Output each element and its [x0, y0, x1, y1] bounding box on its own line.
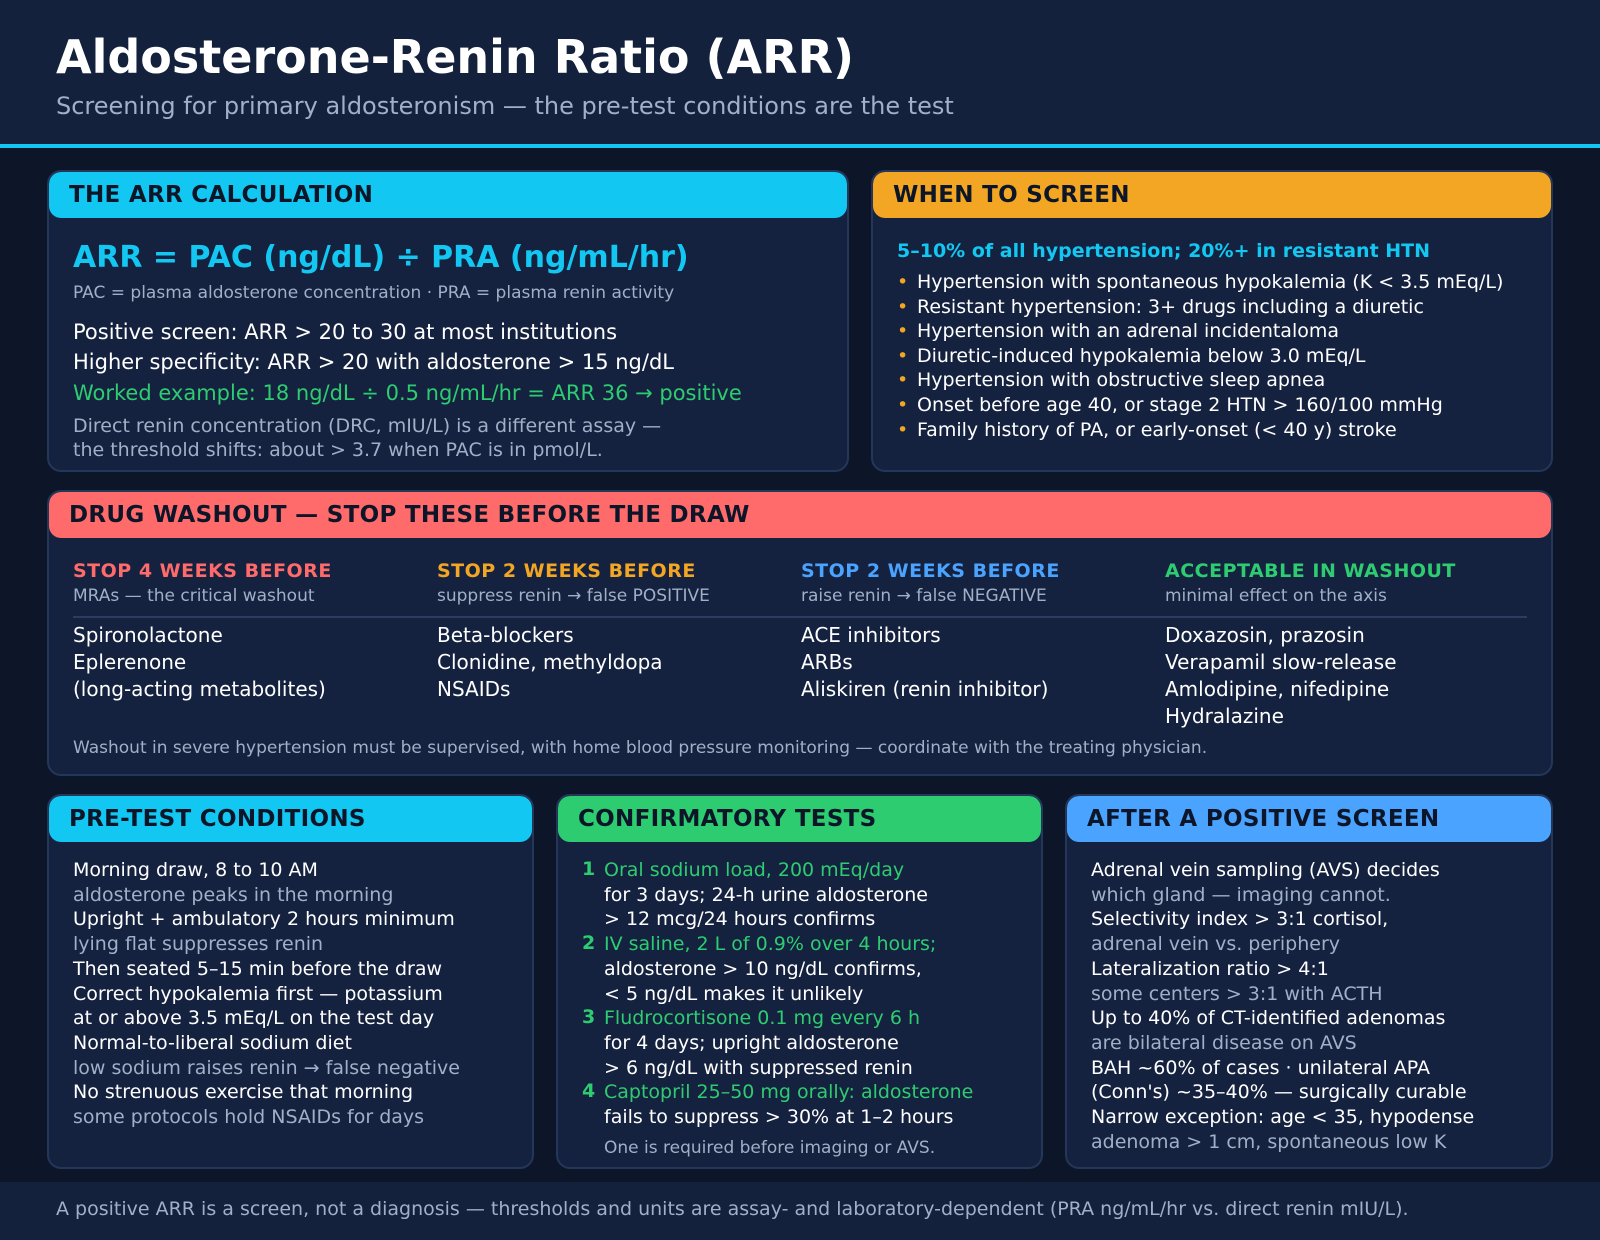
washout-items-false-negative — [801, 622, 1048, 703]
arr-calculation-card — [47, 170, 849, 472]
list-item: (long-acting metabolites) — [73, 677, 326, 701]
test-line: fails to suppress > 30% at 1–2 hours — [604, 1106, 954, 1129]
bullet-dot-icon: • — [897, 418, 909, 441]
after-line: Adrenal vein sampling (AVS) decides — [1091, 859, 1440, 881]
arr-formula: ARR = PAC (ng/dL) ÷ PRA (ng/mL/hr) — [73, 240, 689, 275]
when-to-screen-heading: WHEN TO SCREEN — [873, 172, 1551, 218]
washout-column-title: STOP 4 WEEKS BEFORE — [73, 560, 332, 582]
pretest-line: Correct hypokalemia first — potassium — [73, 982, 443, 1005]
test-line: Fludrocortisone 0.1 mg every 6 h — [604, 1007, 920, 1030]
list-item: Clonidine, methyldopa — [437, 650, 663, 674]
list-item: Amlodipine, nifedipine — [1165, 677, 1390, 701]
pretest-line: No strenuous exercise that morning — [73, 1081, 414, 1104]
bullet-dot-icon: • — [897, 320, 909, 343]
washout-column-subtitle: suppress renin → false POSITIVE — [437, 586, 710, 606]
confirmatory-test-1 — [582, 858, 1017, 932]
pretest-line: aldosterone peaks in the morning — [73, 883, 394, 906]
positive-screen-line: Positive screen: ARR > 20 to 30 at most institutions — [73, 320, 618, 344]
list-item: • Hypertension with an adrenal incidentaloma — [897, 320, 1340, 343]
pre-test-conditions-heading: PRE-TEST CONDITIONS — [49, 796, 532, 842]
after-line: adrenal vein vs. periphery — [1091, 933, 1340, 956]
after-positive-screen-card — [1065, 794, 1553, 1169]
list-item: Hydralazine — [1165, 704, 1284, 728]
bullet-dot-icon: • — [897, 295, 909, 318]
pretest-line: low sodium raises renin → false negative — [73, 1056, 460, 1079]
confirmatory-note: One is required before imaging or AVS. — [604, 1137, 936, 1158]
washout-items-4-weeks — [73, 622, 326, 703]
test-line: aldosterone > 10 ng/dL confirms, — [604, 957, 922, 980]
after-line: some centers > 3:1 with ACTH — [1091, 982, 1383, 1005]
washout-column-2-weeks-false-negative — [801, 560, 1141, 606]
worked-example-line: Worked example: 18 ng/dL ÷ 0.5 ng/mL/hr = ARR 36 → positive — [73, 381, 742, 405]
drc-note-line-1: Direct renin concentration (DRC, mIU/L) is a different assay — — [73, 415, 662, 437]
when-to-screen-card — [871, 170, 1553, 472]
drug-washout-heading: DRUG WASHOUT — STOP THESE BEFORE THE DRAW — [49, 492, 1551, 538]
list-item: • Resistant hypertension: 3+ drugs including a diuretic — [897, 295, 1424, 318]
arr-calculation-heading: THE ARR CALCULATION — [49, 172, 847, 218]
footer-disclaimer: A positive ARR is a screen, not a diagnosis — thresholds and units are assay- and laboratory-dependent (PRA ng/mL/hr vs. direct renin mIU/L). — [56, 1198, 1409, 1220]
drug-washout-card — [47, 490, 1553, 776]
list-item: • Diuretic-induced hypokalemia below 3.0 mEq/L — [897, 344, 1366, 367]
after-line: BAH ~60% of cases · unilateral APA — [1091, 1056, 1431, 1079]
test-line: Oral sodium load, 200 mEq/day — [604, 859, 905, 881]
list-item: Verapamil slow-release — [1165, 650, 1397, 674]
test-number: 1 — [582, 858, 596, 880]
arr-definitions: PAC = plasma aldosterone concentration · PRA = plasma renin activity — [73, 283, 675, 303]
test-line: for 3 days; 24-h urine aldosterone — [604, 883, 928, 906]
washout-column-acceptable — [1165, 560, 1505, 606]
after-line: Narrow exception: age < 35, hypodense — [1091, 1106, 1475, 1129]
washout-column-subtitle: MRAs — the critical washout — [73, 586, 315, 606]
confirmatory-tests-heading: CONFIRMATORY TESTS — [558, 796, 1041, 842]
pretest-line: Morning draw, 8 to 10 AM — [73, 859, 318, 881]
washout-items-false-positive — [437, 622, 663, 703]
after-line: Lateralization ratio > 4:1 — [1091, 957, 1329, 980]
page-footer — [0, 1182, 1600, 1240]
pretest-line: some protocols hold NSAIDs for days — [73, 1106, 425, 1129]
screen-prevalence-lead: 5–10% of all hypertension; 20%+ in resistant HTN — [897, 240, 1431, 262]
confirmatory-test-3 — [582, 1006, 1017, 1080]
test-number: 2 — [582, 932, 596, 955]
test-line: < 5 ng/dL makes it unlikely — [604, 982, 864, 1005]
washout-column-title: STOP 2 WEEKS BEFORE — [801, 560, 1060, 582]
list-item: Doxazosin, prazosin — [1165, 623, 1365, 647]
test-line: Captopril 25–50 mg orally: aldosterone — [604, 1081, 974, 1104]
test-line: for 4 days; upright aldosterone — [604, 1031, 899, 1054]
pretest-line: Normal-to-liberal sodium diet — [73, 1031, 352, 1054]
list-item: • Hypertension with obstructive sleep apnea — [897, 369, 1326, 392]
after-line: Selectivity index > 3:1 cortisol, — [1091, 908, 1389, 931]
screen-criteria-list — [897, 270, 1527, 442]
list-item: ACE inhibitors — [801, 623, 941, 647]
specificity-line: Higher specificity: ARR > 20 with aldosterone > 15 ng/dL — [73, 350, 674, 374]
page-title: Aldosterone-Renin Ratio (ARR) — [56, 30, 855, 84]
list-item: NSAIDs — [437, 677, 511, 701]
list-item: ARBs — [801, 650, 853, 674]
test-line: > 6 ng/dL with suppressed renin — [604, 1056, 913, 1079]
washout-items-acceptable — [1165, 622, 1397, 730]
page-subtitle: Screening for primary aldosteronism — the pre-test conditions are the test — [56, 92, 954, 120]
after-line: Up to 40% of CT-identified adenomas — [1091, 1007, 1446, 1030]
test-line: > 12 mcg/24 hours confirms — [604, 908, 876, 931]
test-number: 3 — [582, 1006, 596, 1029]
pre-test-conditions-card — [47, 794, 534, 1169]
washout-column-title: ACCEPTABLE IN WASHOUT — [1165, 560, 1456, 582]
confirmatory-test-2 — [582, 932, 1017, 1006]
list-item: Eplerenone — [73, 650, 187, 674]
washout-column-subtitle: raise renin → false NEGATIVE — [801, 586, 1047, 606]
confirmatory-test-4 — [582, 1080, 1017, 1129]
after-line: (Conn's) ~35–40% — surgically curable — [1091, 1081, 1467, 1104]
washout-column-subtitle: minimal effect on the axis — [1165, 586, 1387, 606]
page-header — [0, 0, 1600, 148]
after-positive-screen-heading: AFTER A POSITIVE SCREEN — [1067, 796, 1551, 842]
bullet-dot-icon: • — [897, 393, 909, 416]
list-item: • Family history of PA, or early-onset (< 40 y) stroke — [897, 418, 1397, 441]
list-item: • Hypertension with spontaneous hypokalemia (K < 3.5 mEq/L) — [897, 271, 1504, 293]
bullet-dot-icon: • — [897, 369, 909, 392]
list-item: Beta-blockers — [437, 623, 574, 647]
confirmatory-tests-card — [556, 794, 1043, 1169]
after-line: are bilateral disease on AVS — [1091, 1031, 1357, 1054]
pretest-line: at or above 3.5 mEq/L on the test day — [73, 1007, 435, 1030]
washout-column-4-weeks — [73, 560, 413, 606]
pretest-line: lying flat suppresses renin — [73, 933, 324, 956]
pretest-line: Upright + ambulatory 2 hours minimum — [73, 908, 455, 931]
after-line: which gland — imaging cannot. — [1091, 883, 1391, 906]
washout-column-2-weeks-false-positive — [437, 560, 777, 606]
washout-divider — [73, 616, 1527, 618]
drc-note-line-2: the threshold shifts: about > 3.7 when PAC is in pmol/L. — [73, 439, 603, 461]
pretest-line: Then seated 5–15 min before the draw — [73, 957, 443, 980]
washout-column-title: STOP 2 WEEKS BEFORE — [437, 560, 696, 582]
washout-supervision-note: Washout in severe hypertension must be supervised, with home blood pressure monitoring — coordinate with the treating physician. — [73, 738, 1208, 758]
test-line: IV saline, 2 L of 0.9% over 4 hours; — [604, 933, 937, 956]
test-number: 4 — [582, 1080, 596, 1103]
after-line: adenoma > 1 cm, spontaneous low K — [1091, 1130, 1447, 1153]
list-item: Aliskiren (renin inhibitor) — [801, 677, 1049, 701]
bullet-dot-icon: • — [897, 271, 909, 293]
bullet-dot-icon: • — [897, 344, 909, 367]
list-item: Spironolactone — [73, 623, 223, 647]
list-item: • Onset before age 40, or stage 2 HTN > 160/100 mmHg — [897, 393, 1443, 416]
